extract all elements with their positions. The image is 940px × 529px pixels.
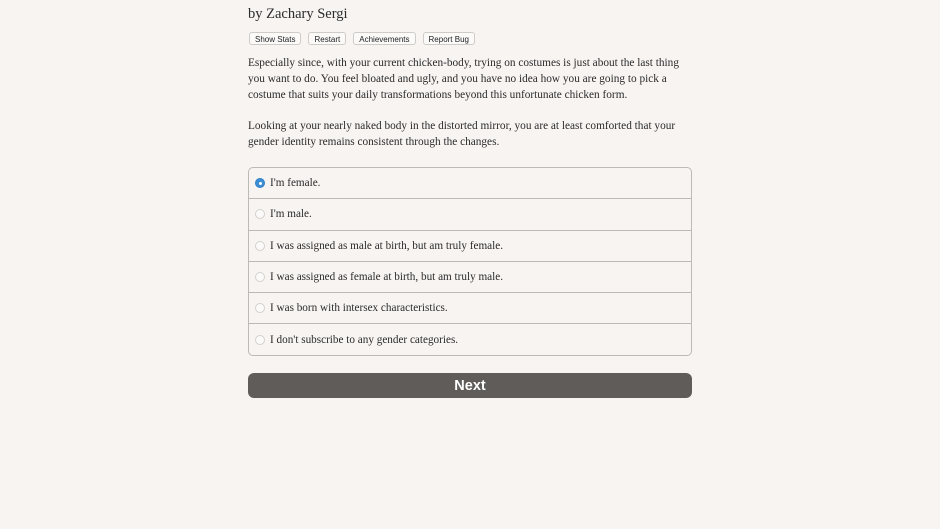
report-bug-button[interactable]: Report Bug	[423, 32, 475, 45]
choice-label: I was born with intersex characteristics.	[270, 302, 448, 315]
choice-label: I'm female.	[270, 177, 321, 190]
story-text	[248, 56, 698, 166]
radio-unselected-icon[interactable]	[255, 241, 265, 251]
radio-selected-icon[interactable]	[255, 178, 265, 188]
story-paragraph: Looking at your nearly naked body in the distorted mirror, you are at least comforted that your gender identity remains consistent through the changes.	[248, 119, 676, 148]
radio-unselected-icon[interactable]	[255, 303, 265, 313]
next-button[interactable]: Next	[248, 373, 692, 398]
choice-option-male[interactable]	[249, 199, 691, 230]
radio-unselected-icon[interactable]	[255, 272, 265, 282]
choice-option-female[interactable]	[249, 168, 691, 199]
choice-label: I was assigned as male at birth, but am truly female.	[270, 239, 504, 252]
show-stats-button[interactable]: Show Stats	[249, 32, 301, 45]
choice-option-amab-female[interactable]	[249, 231, 691, 262]
achievements-button[interactable]: Achievements	[353, 32, 415, 45]
choice-option-no-categories[interactable]	[249, 324, 691, 354]
choice-label: I don't subscribe to any gender categories.	[270, 333, 459, 346]
choice-option-intersex[interactable]	[249, 293, 691, 324]
choice-list	[248, 167, 692, 356]
choice-label: I'm male.	[270, 208, 312, 221]
choice-label: I was assigned as female at birth, but am truly male.	[270, 271, 504, 284]
game-toolbar	[249, 32, 475, 45]
choice-option-afab-male[interactable]	[249, 262, 691, 293]
story-paragraph: Especially since, with your current chicken-body, trying on costumes is just about the last thing you want to do. You feel bloated and ugly, and you have no idea how you are going to pick a costume that suits your daily transformations beyond this unfortunate chicken form.	[248, 57, 679, 101]
radio-unselected-icon[interactable]	[255, 335, 265, 345]
radio-unselected-icon[interactable]	[255, 209, 265, 219]
author-byline: by Zachary Sergi	[248, 6, 348, 22]
restart-button[interactable]: Restart	[308, 32, 346, 45]
